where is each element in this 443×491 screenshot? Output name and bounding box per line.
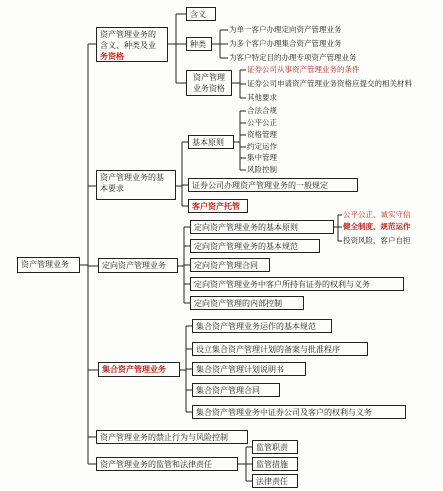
collective-item-1: 集合资产管理业务运作的基本规范 [192, 319, 332, 333]
node-types: 种类 [186, 37, 212, 51]
node-customer-asset-custody: 客户资产托管 [188, 199, 248, 213]
collective-item-3: 集合资产管理计划说明书 [192, 362, 306, 376]
supervision-item-3: 法律责任 [252, 474, 298, 488]
root-node: 资产管理业务 [17, 257, 80, 273]
type-item-1: 为单一客户办理定向资产管理业务 [229, 25, 342, 34]
supervision-item-2: 监管措施 [252, 457, 298, 471]
branch-targeted-asset-management: 定向资产管理业务 [98, 258, 178, 273]
principle-detail-1: 公平公正、诚实守信 [343, 210, 411, 219]
principle-item-3: 资格管理 [247, 130, 277, 139]
collective-item-5: 集合资产管理业务中证券公司及客户的权利与义务 [192, 405, 406, 419]
qual-item-2: 证券公司申请资产管理业务资格应提交的相关材料 [247, 79, 412, 88]
targeted-item-1: 定向资产管理业务的基本原则 [190, 220, 334, 234]
branch-label-line: 资产管理业务的 [100, 30, 156, 39]
targeted-item-3: 定向资产管理合同 [190, 258, 270, 272]
node-qualification [186, 70, 232, 96]
principle-item-6: 风险控制 [247, 165, 277, 174]
collective-item-4: 集合资产管理合同 [192, 383, 280, 397]
principle-item-1: 合法合规 [247, 106, 277, 115]
branch-collective-asset-management: 集合资产管理业务 [98, 362, 180, 377]
principle-item-4: 约定运作 [247, 142, 277, 151]
node-basic-principles: 基本原则 [188, 135, 234, 149]
targeted-item-2: 定向资产管理业务的基本规范 [190, 239, 320, 253]
type-item-2: 为多个客户办理集合资产管理业务 [229, 39, 342, 48]
supervision-item-1: 监管职责 [252, 440, 298, 454]
qualification-label-line: 业务资格 [193, 84, 225, 93]
branch-supervision-legal-liability: 资产管理业务的监管和法律责任 [96, 457, 238, 471]
branch-label-line: 本要求 [100, 184, 124, 193]
principle-item-5: 集中管理 [247, 153, 277, 162]
branch-definition-types-qualification [96, 27, 168, 62]
node-meaning: 含义 [186, 7, 216, 21]
targeted-item-4: 定向资产管理业务中客户所持有证券的权利与义务 [190, 277, 404, 291]
branch-label-line: 务资格 [100, 52, 124, 61]
qual-item-1: 证券公司从事资产管理业务的条件 [247, 65, 360, 74]
principle-detail-2: 健全制度、规范运作 [343, 222, 411, 231]
branch-label-line: 资产管理业务的基 [100, 173, 164, 182]
principle-item-2: 公平公正 [247, 118, 277, 127]
branch-label-line: 含义、种类及业 [100, 41, 156, 50]
branch-basic-requirements [96, 170, 176, 200]
type-item-3: 为客户特定目的办理专项资产管理业务 [229, 53, 357, 62]
collective-item-2: 设立集合资产管理计划的备案与批准程序 [192, 342, 368, 356]
node-general-provisions: 证券公司办理资产管理业务的一般规定 [188, 178, 358, 192]
targeted-item-5: 定向资产管理的内部控制 [190, 296, 304, 310]
qual-item-3: 其他要求 [247, 93, 277, 102]
branch-prohibited-acts-risk-control: 资产管理业务的禁止行为与风险控制 [96, 430, 248, 444]
qualification-label-line: 资产管理 [193, 73, 225, 82]
principle-detail-3: 投资风险、客户自担 [343, 236, 411, 245]
